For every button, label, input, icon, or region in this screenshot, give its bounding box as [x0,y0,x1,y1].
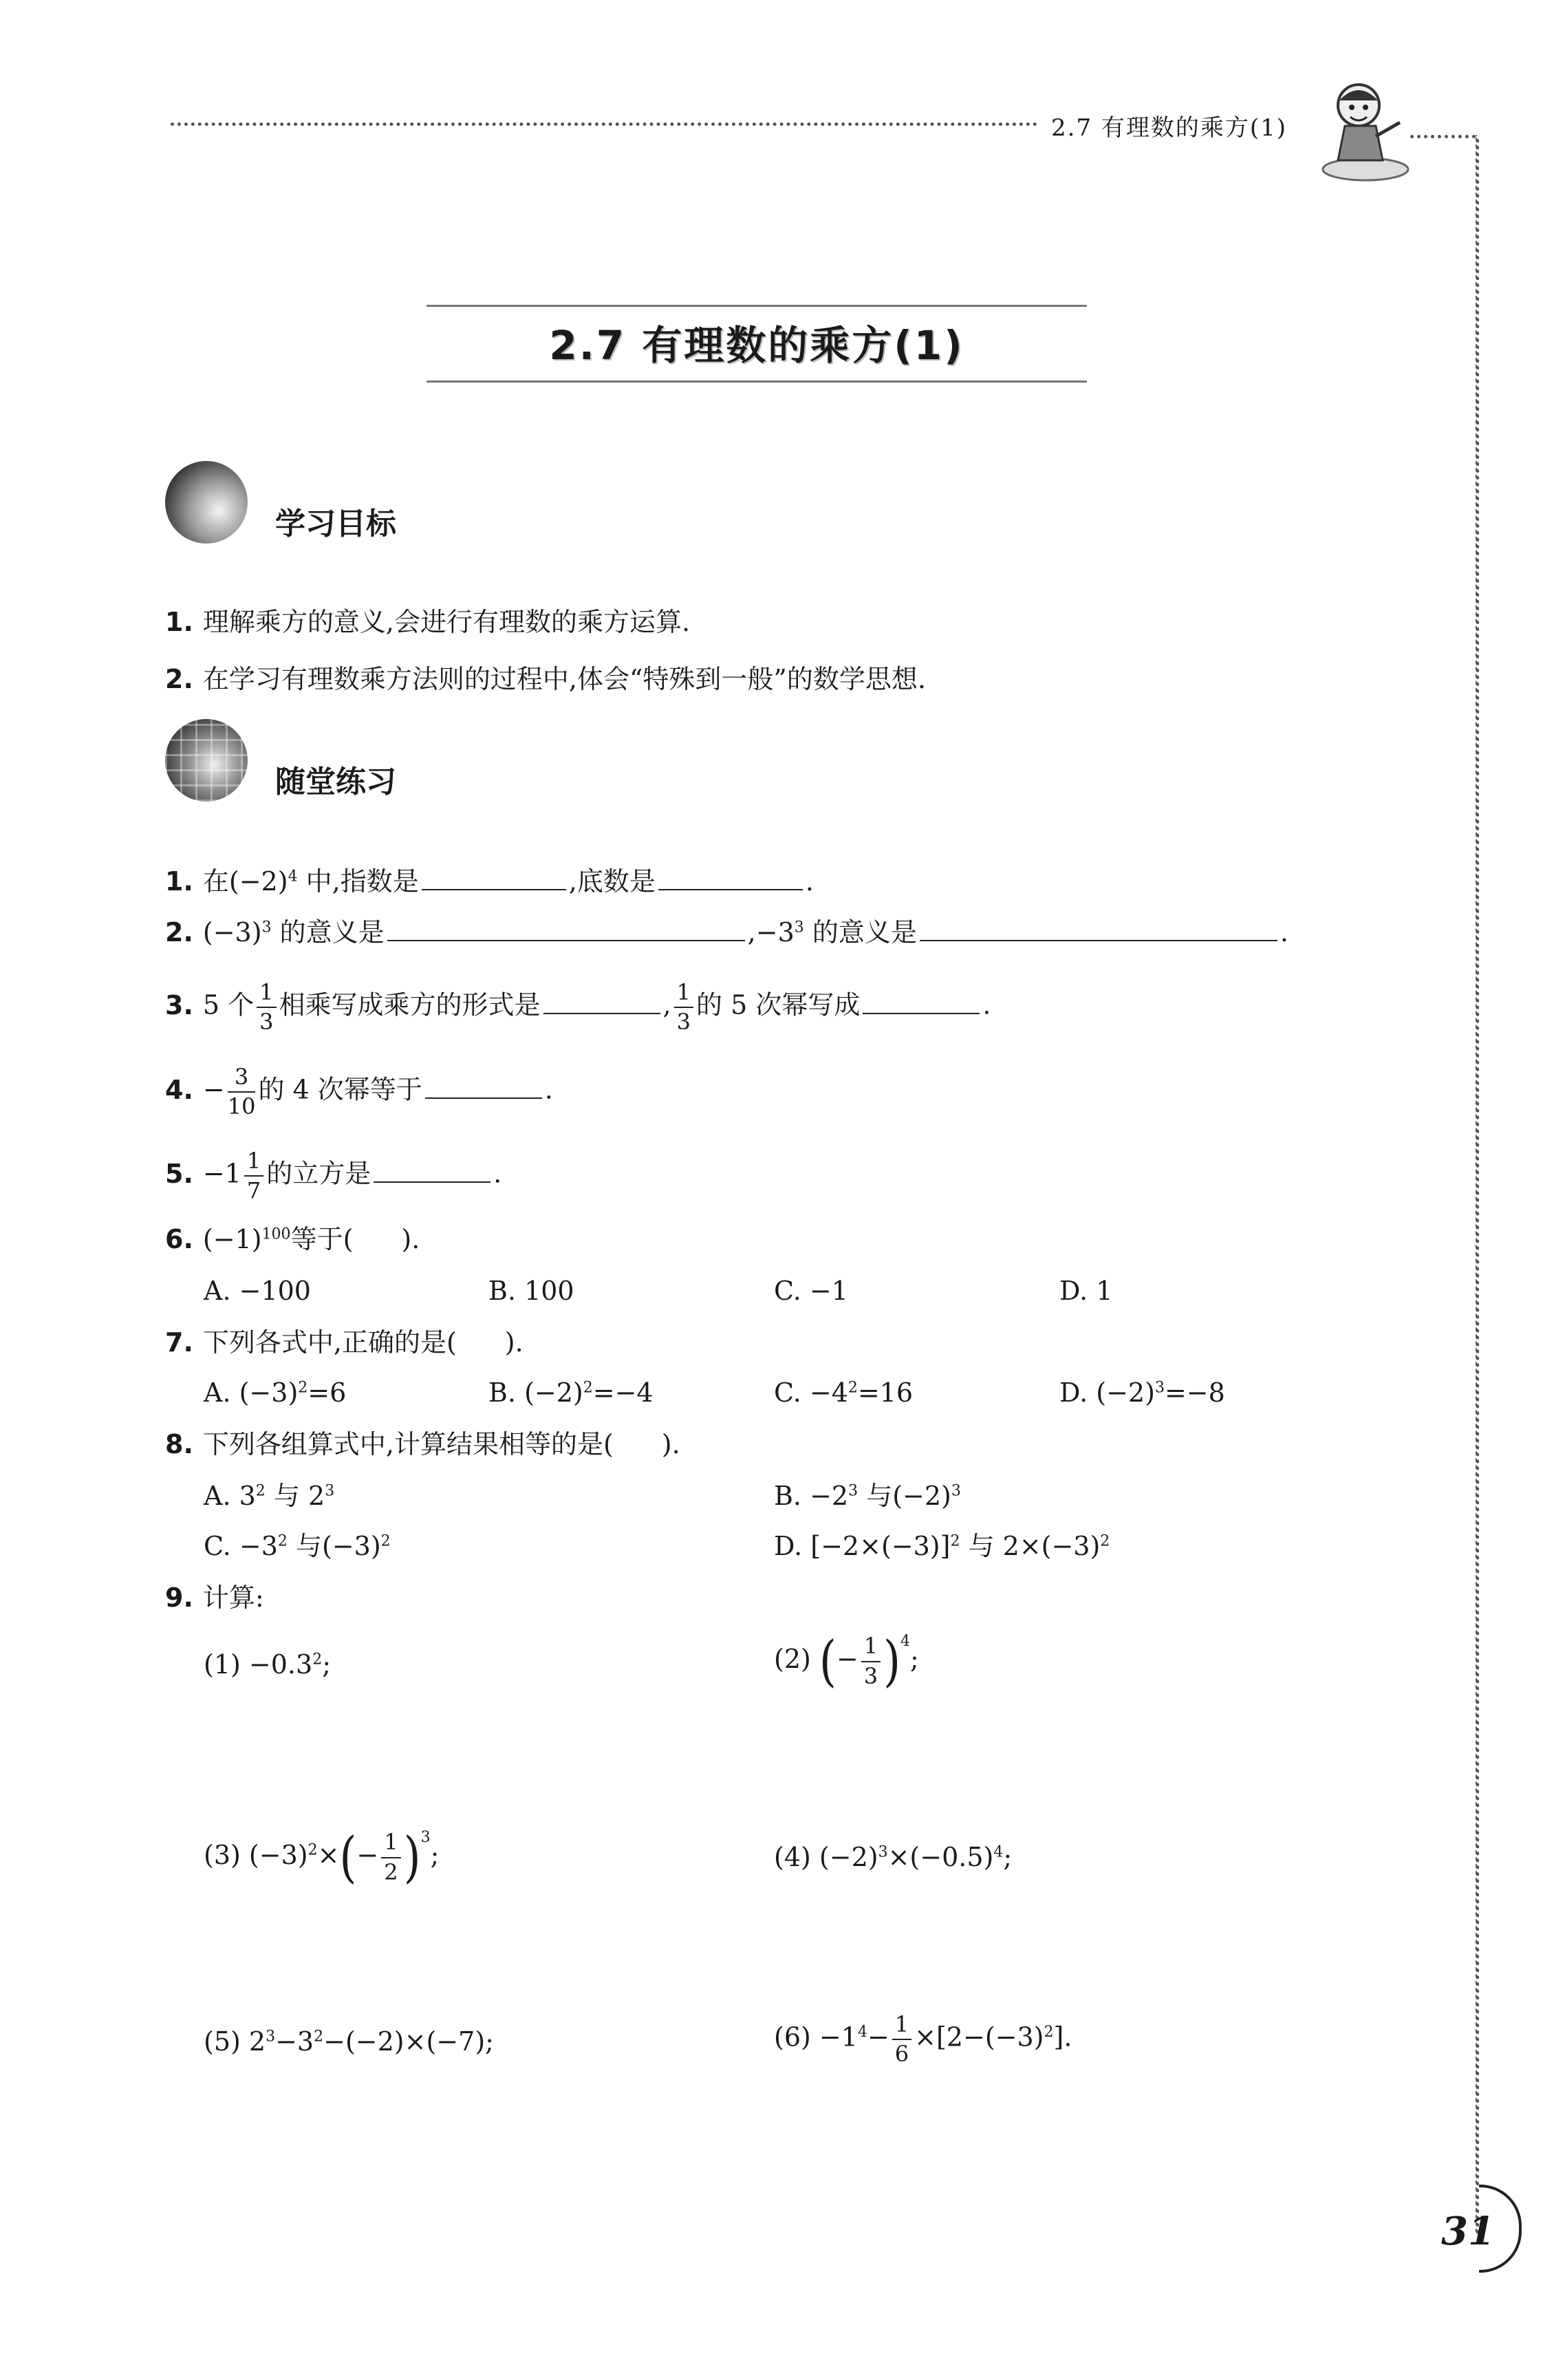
goal-item: 1. 理解乘方的意义,会进行有理数的乘方运算. [165,607,691,637]
fraction: $\frac{1}{3}$ [861,1634,881,1688]
calc-part-4: (4) $(-2)^3\times(-0.5)^4$; [774,1842,1013,1872]
option-d[interactable]: D. 1 [1059,1276,1113,1306]
question-8: 8. 下列各组算式中,计算结果相等的是( ). [165,1429,680,1459]
section-heading-goals: 学习目标 [275,506,396,542]
option-b[interactable]: B. $-2^3$ 与$(-2)^3$ [774,1481,961,1511]
answer-blank[interactable] [658,868,803,890]
option-a[interactable]: A. −100 [204,1276,311,1306]
goal-item: 2. 在学习有理数乘方法则的过程中,体会“特殊到一般”的数学思想. [165,664,926,694]
fraction: $\frac{1}{2}$ [381,1830,400,1884]
calc-part-1: $(1) -0.3^2$; [204,1649,331,1680]
mascot-illustration [1317,74,1414,184]
section-heading-practice: 随堂练习 [275,764,396,800]
option-b[interactable]: B. 100 [488,1276,574,1306]
page-number: 31 [1441,2209,1495,2254]
calc-part-5: (5) $2^3-3^2-(-2)\times(-7)$; [204,2026,494,2057]
option-a[interactable]: A. $3^2$ 与 $2^3$ [204,1481,335,1511]
answer-blank[interactable] [374,1161,490,1183]
answer-blank[interactable] [387,919,745,941]
option-c[interactable]: C. $-3^2$ 与$(-3)^2$ [204,1531,391,1561]
option-c[interactable]: C. −1 [774,1276,848,1306]
fraction: $\frac{1}{3}$ [257,980,276,1034]
header-dotted-rule-right [1410,135,1476,138]
answer-blank[interactable] [920,919,1277,941]
question-1: 1. 在$(-2)^4$ 中,指数是 ,底数是 . [165,866,814,897]
question-6: 6. $(-1)^{100}$等于( ). [165,1224,420,1254]
calc-part-6: $(6) -1^4-$ $\frac{1}{6}$ $\times[2-(-3)^2]$. [774,2011,1072,2068]
question-3: 3. 5 个 $\frac{1}{3}$ 相乘写成乘方的形式是 , $\frac{1}{3}$ 的 5 次幂写成 . [165,979,991,1036]
question-5: 5. −1 $\frac{1}{7}$ 的立方是 . [165,1148,502,1204]
fraction: $\frac{1}{7}$ [244,1149,263,1203]
fraction: $\frac{3}{10}$ [227,1064,256,1120]
answer-blank[interactable] [425,1077,542,1099]
calc-part-2: (2) (− $\frac{1}{3}$ )$^4$; [774,1629,919,1693]
option-d[interactable]: D. $[-2\times(-3)]^2$ 与 $2\times(-3)^2$ [774,1531,1110,1561]
calc-part-3: (3) $(-3)^2\times(-$ $\frac{1}{2}$ )$^3$; [204,1825,440,1889]
header-dotted-rule [171,122,1037,126]
grid-globe-icon [165,719,248,802]
option-d[interactable]: D. $(-2)^3=-8$ [1059,1377,1225,1408]
fraction: $\frac{1}{3}$ [674,980,693,1034]
title-rule-top [427,305,1087,307]
question-9: 9. 计算: [165,1583,264,1613]
answer-blank[interactable] [543,992,660,1014]
fraction: $\frac{1}{6}$ [892,2013,911,2066]
title-rule-bottom [427,380,1087,383]
answer-blank[interactable] [422,868,566,890]
question-7: 7. 下列各式中,正确的是( ). [165,1327,524,1358]
option-a[interactable]: A. $(-3)^2=6$ [204,1377,347,1408]
option-b[interactable]: B. $(-2)^2=-4$ [488,1377,654,1408]
question-4: 4. − $\frac{3}{10}$ 的 4 次幂等于 . [165,1064,553,1120]
page-title: 2.7 有理数的乘方(1) [549,322,964,369]
option-c[interactable]: C. $-4^2=16$ [774,1377,914,1408]
globe-icon [165,461,248,544]
right-dotted-border [1476,135,1479,2233]
answer-blank[interactable] [863,992,980,1014]
running-header: 2.7 有理数的乘方(1) [1051,114,1288,142]
question-2: 2. $(-3)^3$ 的意义是 $,-3^3$ 的意义是 . [165,917,1288,947]
